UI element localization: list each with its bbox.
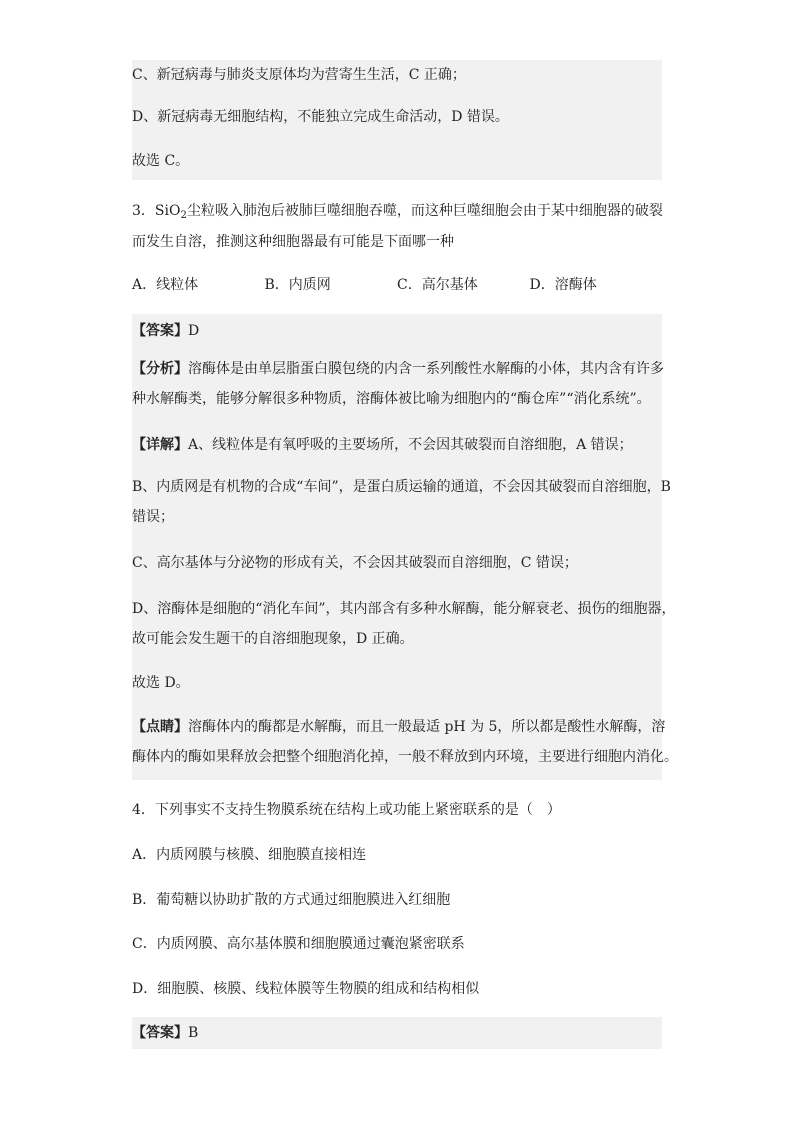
prev-c-line: C、新冠病毒与肺炎支原体均为营寄生生活，C 正确； [132,67,466,83]
q3-option-c: C．高尔基体 [397,277,478,293]
q3-detail-c: C、高尔基体与分泌物的形成有关，不会因其破裂而自溶细胞，C 错误； [132,555,578,571]
q3-analysis-text: 溶酶体是由单层脂蛋白膜包绕的内含一系列酸性水解酶的小体，其内含有许多 [188,361,664,377]
prev-d-line: D、新冠病毒无细胞结构，不能独立完成生命活动，D 错误。 [132,109,509,125]
prev-answer-block [132,60,662,180]
q3-comment-line2: 酶体内的酶如果释放会把整个细胞消化掉，一般不释放到内环境，主要进行细胞内消化。 [132,749,678,765]
q3-answer-tag: 【答案】 [132,323,188,339]
q3-detail-d1: D、溶酶体是细胞的“消化车间”，其内部含有多种水解酶，能分解衰老、损伤的细胞器， [132,601,676,617]
q3-analysis-line1 [132,358,662,388]
q3-comment-line1 [132,716,666,746]
q4-answer-block [132,1017,662,1049]
q3-choice: 故选 D。 [132,675,190,691]
q4-option-a: A．内质网膜与核膜、细胞膜直接相连 [132,847,367,863]
q3-detail-b1: B、内质网是有机物的合成“车间”，是蛋白质运输的通道，不会因其破裂而自溶细胞，B [132,479,671,495]
q3-detail-d2: 故可能会发生题干的自溶细胞现象，D 正确。 [132,631,414,647]
q3-analysis-line2: 种水解酶类，能够分解很多种物质，溶酶体被比喻为细胞内的“酶仓库”“消化系统”。 [132,391,651,407]
q3-detail-a-text: A、线粒体是有氧呼吸的主要场所，不会因其破裂而自溶细胞，A 错误； [188,437,633,453]
q3-analysis-tag: 【分析】 [132,361,188,377]
q4-answer-line [132,1017,662,1044]
q3-detail-a [132,434,662,476]
q4-answer-value: B [188,1025,199,1041]
q4-stem: 4．下列事实不支持生物膜系统在结构上或功能上紧密联系的是（ ） [132,802,561,818]
q3-stem-line1 [132,200,662,227]
q3-answer-value: D [188,323,200,339]
q4-option-c: C．内质网膜、高尔基体膜和细胞膜通过囊泡紧密联系 [132,936,465,952]
q3-option-a: A．线粒体 [132,277,199,293]
q3-stem-prefix: 3．SiO [132,203,181,219]
q3-comment-text: 溶酶体内的酶都是水解酶，而且一般最适 pH 为 5，所以都是酸性水解酶，溶 [188,719,666,735]
prev-choice: 故选 C。 [132,153,190,169]
q4-option-d: D．细胞膜、核膜、线粒体膜等生物膜的组成和结构相似 [132,981,480,997]
q3-option-d: D．溶酶体 [529,277,597,293]
q3-answer-line [132,314,662,358]
q3-stem-text: 尘粒吸入肺泡后被肺巨噬细胞吞噬，而这种巨噬细胞会由于某中细胞器的破裂 [186,203,663,219]
q3-option-b: B．内质网 [264,277,331,293]
q3-answer-block [132,314,678,780]
q3-stem-subscript: 2 [180,210,187,221]
q3-options [132,274,662,296]
q3-stem-line2: 而发生自溶，推测这种细胞器最有可能是下面哪一种 [132,234,454,250]
q3-detail-tag: 【详解】 [132,437,188,453]
q3-detail-b2: 错误； [132,509,174,525]
q3-comment-tag: 【点睛】 [132,719,188,735]
q4-answer-tag: 【答案】 [132,1025,188,1041]
q4-option-b: B．葡萄糖以协助扩散的方式通过细胞膜进入红细胞 [132,892,451,908]
